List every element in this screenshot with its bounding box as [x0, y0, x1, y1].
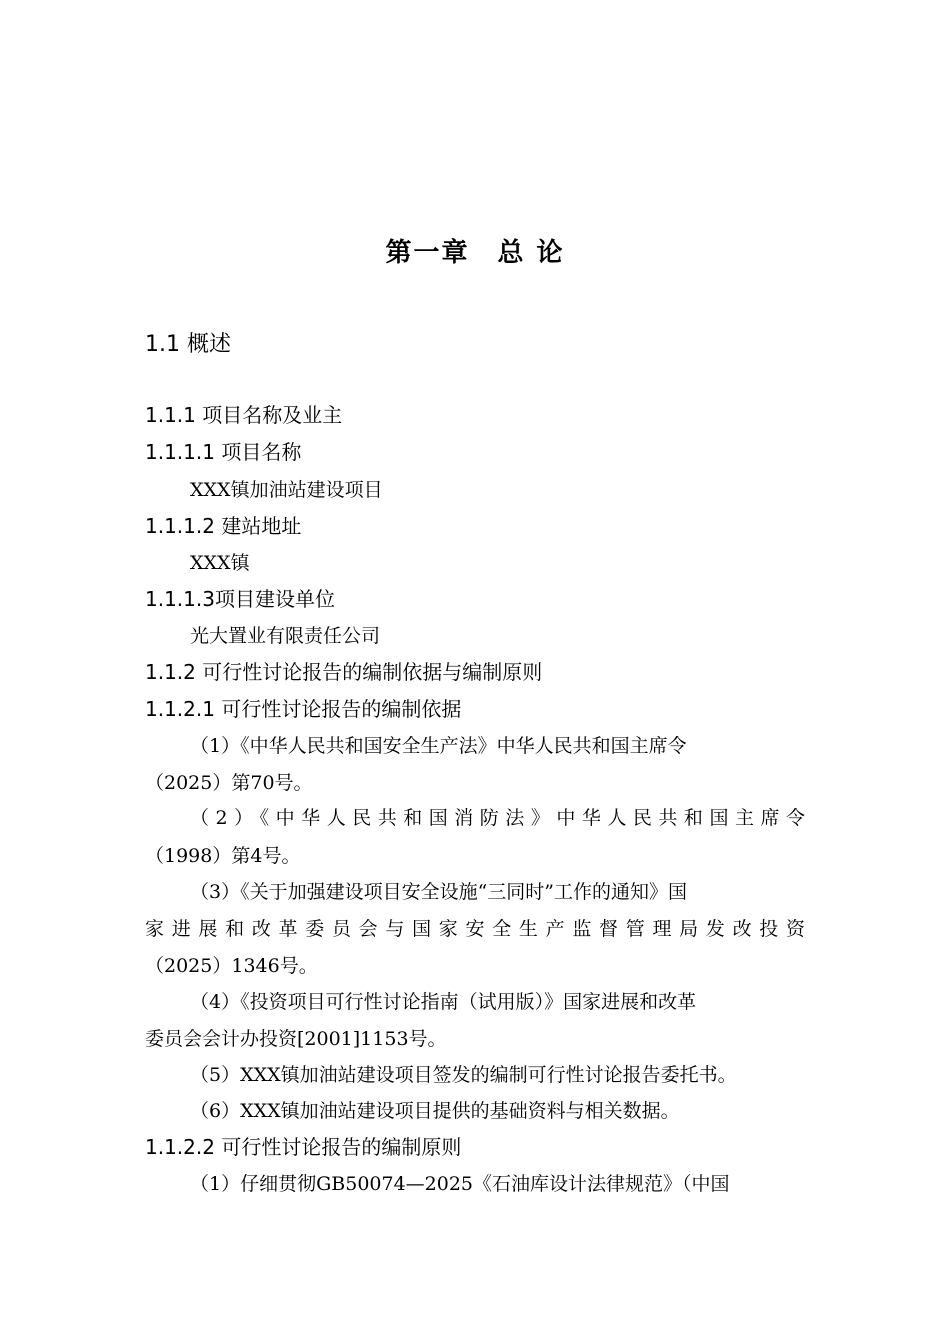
- project-name-text: XXX镇加油站建设项目: [190, 479, 383, 501]
- principle-item-1-line-1: （1）仔细贯彻GB50074—2025《石油库设计法律规范》（中国: [190, 1173, 730, 1195]
- section-heading-1-1-1-1: 1.1.1.1 项目名称: [145, 440, 302, 464]
- basis-item-1-line-1: （1）《中华人民共和国安全生产法》中华人民共和国主席令: [190, 735, 687, 757]
- section-heading-1-1-1: 1.1.1 项目名称及业主: [145, 403, 343, 427]
- basis-item-3-line-1: （3）《关于加强建设项目安全设施“三同时”工作的通知》国: [190, 881, 688, 903]
- basis-item-3-line-3: （2025）1346号。: [145, 955, 318, 977]
- section-heading-1-1: 1.1 概述: [145, 332, 231, 357]
- basis-item-1-line-2: （2025）第70号。: [145, 772, 313, 794]
- section-heading-1-1-1-2: 1.1.1.2 建站地址: [145, 514, 302, 538]
- basis-item-3-line-2: 家进展和改革委员会与国家安全生产监督管理局发改投资: [145, 918, 805, 940]
- basis-item-2-line-1: （2）《中华人民共和国消防法》中华人民共和国主席令: [190, 807, 805, 829]
- section-heading-1-1-2-2: 1.1.2.2 可行性讨论报告的编制原则: [145, 1135, 462, 1159]
- section-heading-1-1-1-3: 1.1.1.3项目建设单位: [145, 587, 335, 611]
- basis-item-2-line-2: （1998）第4号。: [145, 845, 301, 867]
- basis-item-6-line-1: （6）XXX镇加油站建设项目提供的基础资料与相关数据。: [190, 1100, 680, 1122]
- basis-item-4-line-2: 委员会会计办投资[2001]1153号。: [145, 1028, 447, 1050]
- basis-item-4-line-1: （4）《投资项目可行性讨论指南（试用版）》国家进展和改革: [190, 991, 697, 1013]
- section-heading-1-1-2-1: 1.1.2.1 可行性讨论报告的编制依据: [145, 697, 462, 721]
- chapter-title: 第一章 总 论: [385, 238, 565, 268]
- basis-item-5-line-1: （5）XXX镇加油站建设项目签发的编制可行性讨论报告委托书。: [190, 1064, 737, 1086]
- construction-unit-text: 光大置业有限责任公司: [190, 625, 381, 647]
- site-address-text: XXX镇: [190, 552, 250, 574]
- section-heading-1-1-2: 1.1.2 可行性讨论报告的编制依据与编制原则: [145, 660, 543, 684]
